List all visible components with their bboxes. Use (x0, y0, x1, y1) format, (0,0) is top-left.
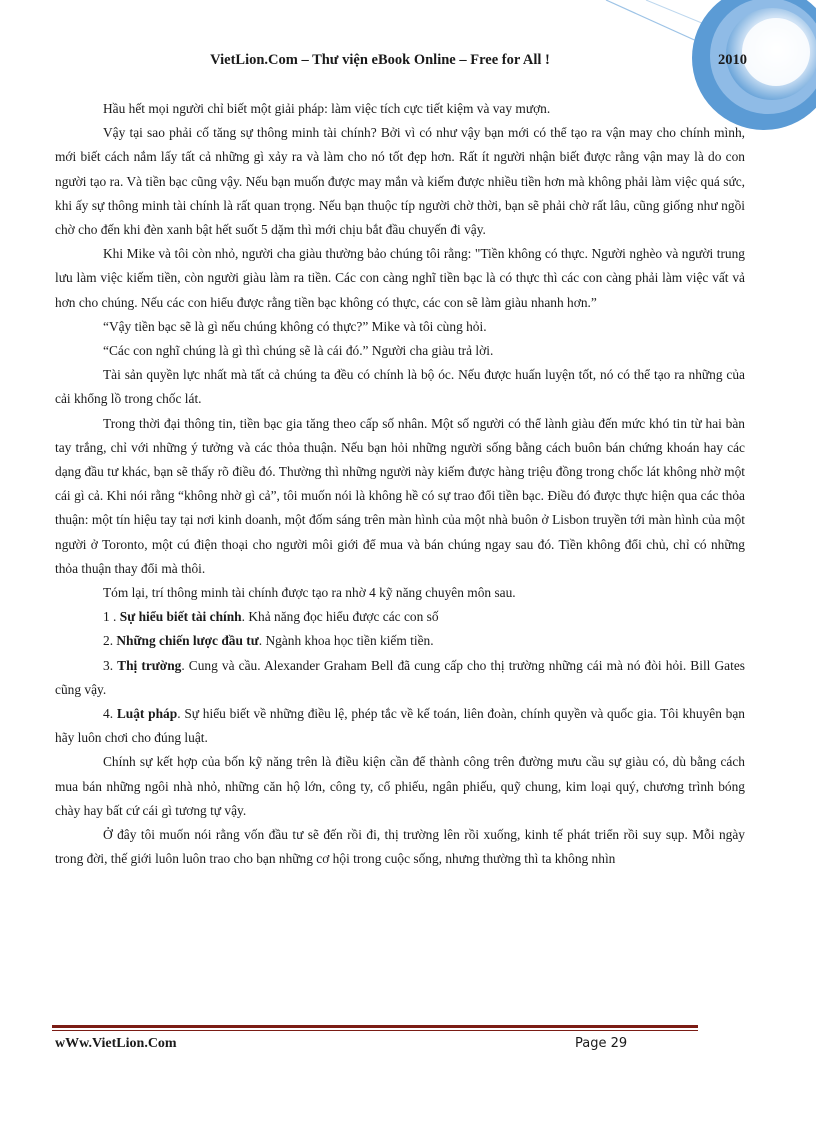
paragraph: Tóm lại, trí thông minh tài chính được tạo ra nhờ 4 kỹ năng chuyên môn sau. (103, 585, 516, 601)
list-term: Luật pháp (116, 706, 178, 722)
list-item (55, 629, 745, 653)
footer-rule (52, 1025, 698, 1028)
paragraph: Chính sự kết hợp của bốn kỹ năng trên là điều kiện cần để thành công trên đường mưu cầu sự giàu có, dù bằng cách mua bán những ngôi nhà nhỏ, những căn hộ lớn, công ty, cổ phiếu, ngân phiếu, quỹ chung, kim loại quý, chương trình bóng chày hay bất cứ cái gì tương tự vậy. (55, 754, 745, 818)
page-number: Page 29 (575, 1036, 628, 1051)
list-desc: . Sự hiểu biết về những điều lệ, phép tắc về kế toán, liên đoàn, chính quyền và quốc gia. Tôi khuyên bạn hãy luôn chơi cho đúng luật. (55, 706, 746, 746)
footer-site: wWw.VietLion.Com (55, 1036, 177, 1051)
list-term: Thị trường (117, 657, 182, 673)
list-desc: . Khả năng đọc hiểu được các con số (241, 609, 439, 625)
footer-rule-thin (52, 1030, 698, 1031)
paragraph: “Vậy tiền bạc sẽ là gì nếu chúng không có thực?” Mike và tôi cùng hỏi. (103, 318, 487, 334)
paragraph: Khi Mike và tôi còn nhỏ, người cha giàu thường bảo chúng tôi rằng: "Tiền không có thực. Người nghèo và người trung lưu làm việc kiếm tiền, còn người giàu làm ra tiền. Các con càng nghĩ tiền bạc là có thực thì các con càng phải làm việc vất vả hơn cho chúng. Nếu các con hiểu được rằng tiền bạc không có thực, các con sẽ làm giàu nhanh hơn.” (55, 246, 745, 310)
paragraph: Vậy tại sao phải cố tăng sự thông minh tài chính? Bởi vì có như vậy bạn mới có thể tạo ra vận may cho chính mình, mới biết cách nắm lấy tất cả những gì xảy ra và làm cho nó tốt đẹp hơn. Rất ít người nhận biết được rằng vận may là do con người tạo ra. Và tiền bạc cũng vậy. Nếu bạn muốn được may mắn và kiếm được nhiều tiền hơn mà không phải làm việc quá sức, khi ấy sự thông minh tài chính là rất quan trọng. Nếu bạn thuộc típ người chờ thời, bạn sẽ phải chờ rất lâu, cũng giống như ngồi chờ cho đến khi đèn xanh bật hết suốt 5 dặm thì mới chịu bắt đầu chuyến đi vậy. (55, 125, 745, 238)
paragraph: Trong thời đại thông tin, tiền bạc gia tăng theo cấp số nhân. Một số người có thể lành giàu đến mức khó tin từ hai bàn tay trắng, chỉ với những ý tưởng và các thỏa thuận. Nếu bạn hỏi những người sống bằng cách buôn bán chứng khoán hay các dạng đầu tư khác, bạn sẽ thấy rõ điều đó. Thường thì những người này kiếm được hàng triệu đồng trong chốc lát không nhờ một cái gì cả. Khi nói rằng “không nhờ gì cả”, tôi muốn nói là không hề có sự trao đổi tiền bạc. Điều đó được thực hiện qua các thỏa thuận: một tín hiệu tay tại nơi kinh doanh, một đốm sáng trên màn hình của một nhà buôn ở Lisbon truyền tới màn hình của một người ở Toronto, một cú điện thoại cho người môi giới để mua và bán chúng ngay sau đó. Tiền không đổi chủ, chỉ có những thỏa thuận thay đổi mà thôi. (55, 415, 745, 576)
paragraph: Ở đây tôi muốn nói rằng vốn đầu tư sẽ đến rồi đi, thị trường lên rồi xuống, kinh tế phát triển rồi suy sụp. Mỗi ngày trong đời, thế giới luôn luôn trao cho bạn những cơ hội trong cuộc sống, nhưng thường thì ta không nhìn (55, 827, 745, 867)
paragraph: Hầu hết mọi người chỉ biết một giải pháp: làm việc tích cực tiết kiệm và vay mượn. (103, 101, 551, 116)
body-text (55, 97, 745, 872)
list-number: 1 . (103, 609, 120, 625)
list-desc: . Ngành khoa học tiền kiếm tiền. (258, 633, 434, 649)
list-item (55, 605, 745, 629)
list-term: Sự hiểu biết tài chính (119, 609, 242, 625)
paragraph: “Các con nghĩ chúng là gì thì chúng sẽ là cái đó.” Người cha giàu trả lời. (103, 343, 494, 359)
list-number: 2. (103, 633, 117, 649)
header-year: 2010 (718, 52, 747, 68)
list-number: 4. (103, 706, 117, 722)
page-header (0, 52, 816, 76)
list-item (55, 654, 745, 702)
header-title: VietLion.Com – Thư viện eBook Online – Free for All ! (210, 52, 550, 68)
list-term: Những chiến lược đầu tư (116, 633, 259, 649)
list-desc: . Cung và cầu. Alexander Graham Bell đã cung cấp cho thị trường những cái mà nó đòi hỏi. Bill Gates cũng vậy. (55, 657, 745, 697)
paragraph: Tài sản quyền lực nhất mà tất cả chúng ta đều có chính là bộ óc. Nếu được huấn luyện tốt, nó có thể tạo ra những của cải khổng lồ trong chốc lát. (55, 367, 745, 407)
list-item (55, 702, 745, 750)
list-number: 3. (103, 657, 118, 673)
